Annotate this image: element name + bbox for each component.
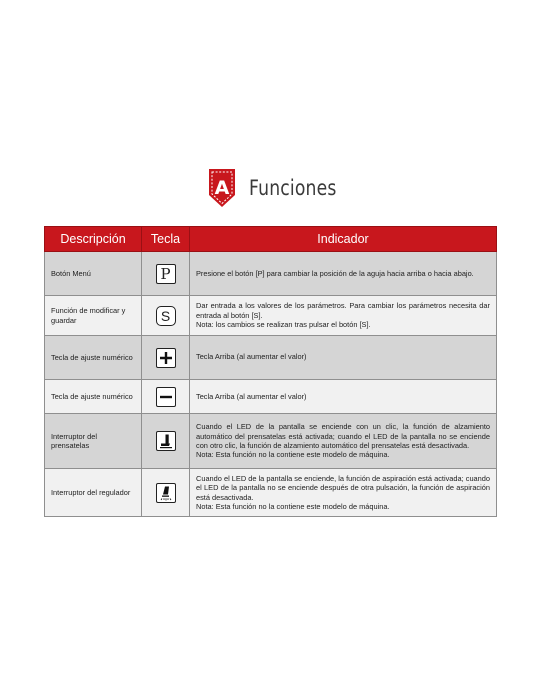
table-row [45, 469, 497, 517]
indicator-text: Dar entrada a los valores de los parámetros. Para cambiar los parámetros necesita dar entrada al botón [S]. [196, 301, 490, 320]
row-indicator [190, 469, 497, 517]
row-key [142, 296, 190, 336]
indicator-note: Nota: Esta función no la contiene este modelo de máquina. [196, 501, 390, 511]
row-indicator [190, 414, 497, 469]
row-key [142, 380, 190, 414]
brand-logo-icon [205, 167, 239, 209]
indicator-note: Nota: Esta función no la contiene este modelo de máquina. [196, 450, 390, 460]
row-description: Interruptor del prensatelas [45, 414, 142, 469]
s-key-icon [156, 306, 176, 326]
indicator-text: Tecla Arriba (al aumentar el valor) [196, 352, 307, 361]
indicator-text: Cuando el LED de la pantalla se enciende, la función de aspiración está activada; cuando el LED de la pantalla no se enciende después de otra pulsación, la función de aspiración está desactivada. [196, 473, 490, 502]
indicator-text: Cuando el LED de la pantalla se enciende con un clic, la función de alzamiento automático del prensatelas está activada; cuando el LED de la pantalla no se enciende con otro clic, la función de alzamiento automático del prensatelas está desactivada. [196, 422, 490, 450]
row-key [142, 252, 190, 296]
logo-letter: A [214, 177, 229, 199]
indicator-text: Tecla Arriba (al aumentar el valor) [196, 391, 307, 401]
column-header-indicator: Indicador [190, 227, 497, 252]
row-key [142, 336, 190, 380]
table-row [45, 252, 497, 296]
row-indicator [190, 336, 497, 380]
indicator-text: Presione el botón [P] para cambiar la posición de la aguja hacia arriba o hacia abajo. [196, 268, 474, 278]
indicator-note: Nota: los cambios se realizan tras pulsar el botón [S]. [196, 320, 371, 330]
row-indicator [190, 380, 497, 414]
row-key [142, 469, 190, 517]
row-indicator [190, 252, 497, 296]
plus-key-icon [156, 348, 176, 368]
table-row [45, 336, 497, 380]
row-description: Tecla de ajuste numérico [45, 336, 142, 380]
suction-key-icon [156, 483, 176, 503]
table-row [45, 296, 497, 336]
row-description: Tecla de ajuste numérico [45, 380, 142, 414]
section-heading [0, 166, 540, 210]
table-header-row [45, 227, 497, 252]
table-row [45, 380, 497, 414]
row-description: Función de modificar y guardar [45, 296, 142, 336]
table-row [45, 414, 497, 469]
presser-foot-key-icon [156, 431, 176, 451]
row-key [142, 414, 190, 469]
p-key-icon [156, 264, 176, 284]
functions-table [44, 226, 497, 517]
row-description: Interruptor del regulador [45, 469, 142, 517]
row-description: Botón Menú [45, 252, 142, 296]
column-header-key: Tecla [142, 227, 190, 252]
minus-key-icon [156, 387, 176, 407]
column-header-description: Descripción [45, 227, 142, 252]
row-indicator [190, 296, 497, 336]
page-title: Funciones [248, 176, 337, 200]
key-label: P [160, 264, 171, 283]
key-label: S [160, 307, 171, 324]
